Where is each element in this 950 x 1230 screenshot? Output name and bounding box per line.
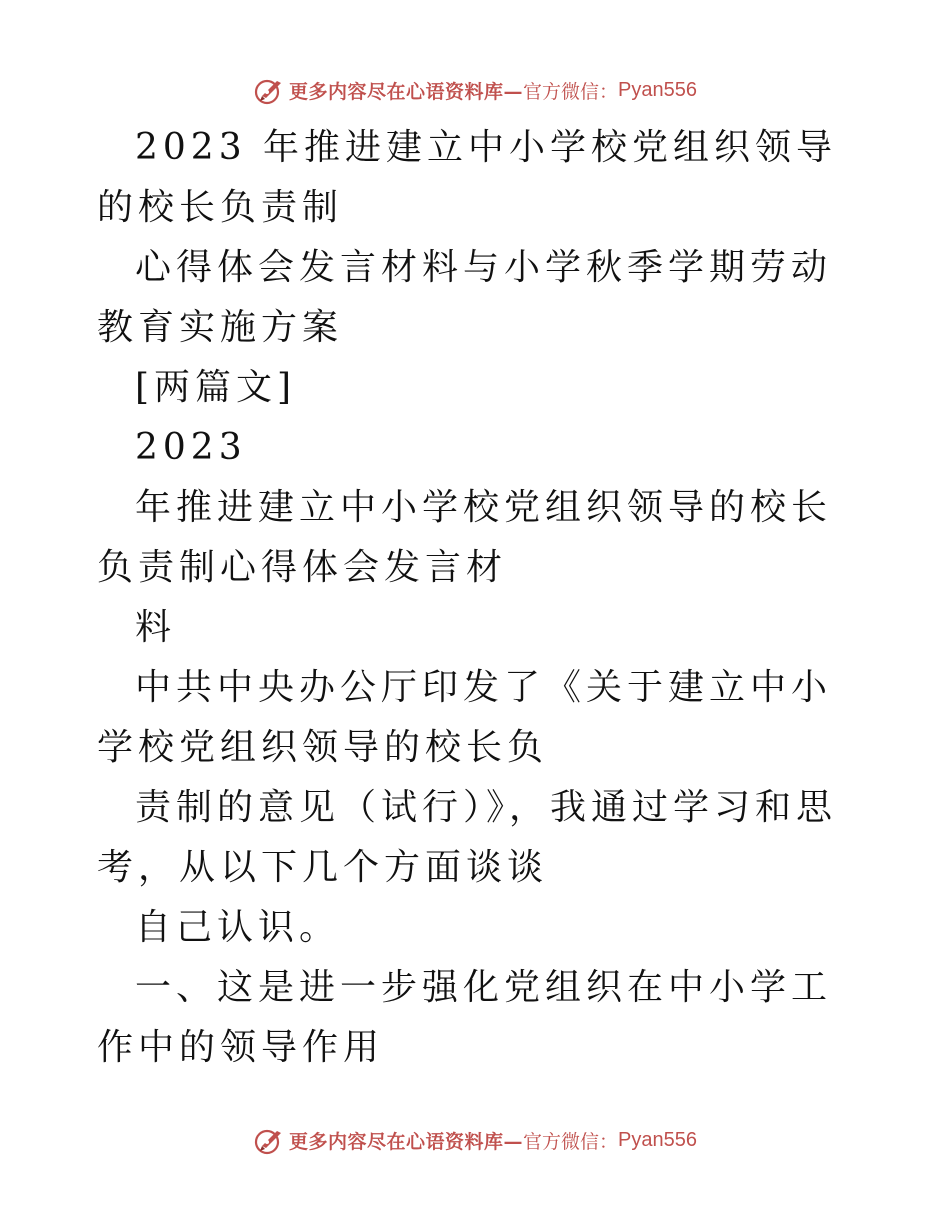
section-year: 2023 — [135, 427, 247, 468]
body-paragraph: 责制的意见（试行）》，我通过学习和思考，从以下几个方面谈谈 — [97, 787, 838, 888]
body-paragraph: 中共中央办公厅印发了《关于建立中小学校党组织领导的校长负 — [97, 667, 833, 768]
banner-wechat-id: Pyan556 — [618, 78, 697, 101]
quill-pen-seal-icon — [253, 74, 285, 106]
document-title-note: [两篇文] — [135, 367, 297, 408]
quill-pen-seal-icon — [253, 1124, 285, 1156]
body-paragraph: 自己认识。 — [135, 907, 341, 948]
banner-wechat-label: 官方微信： — [523, 1130, 619, 1153]
section-heading-tail: 料 — [135, 607, 177, 648]
document-title-line-2: 心得体会发言材料与小学秋季学期劳动教育实施方案 — [97, 247, 833, 348]
banner-text: 更多内容尽在心语资料库— — [289, 1130, 524, 1153]
banner-wechat-id: Pyan556 — [618, 1128, 697, 1151]
banner-wechat-label: 官方微信： — [523, 80, 619, 103]
document-body — [97, 118, 857, 1078]
point-heading-1: 一、这是进一步强化党组织在中小学工作中的领导作用 — [97, 967, 833, 1068]
document-title-line-1: 2023 年推进建立中小学校党组织领导的校长负责制 — [97, 127, 838, 228]
header-watermark-banner — [0, 70, 950, 110]
footer-watermark-banner — [0, 1120, 950, 1160]
section-heading: 年推进建立中小学校党组织领导的校长负责制心得体会发言材 — [97, 487, 833, 588]
banner-text: 更多内容尽在心语资料库— — [289, 80, 524, 103]
